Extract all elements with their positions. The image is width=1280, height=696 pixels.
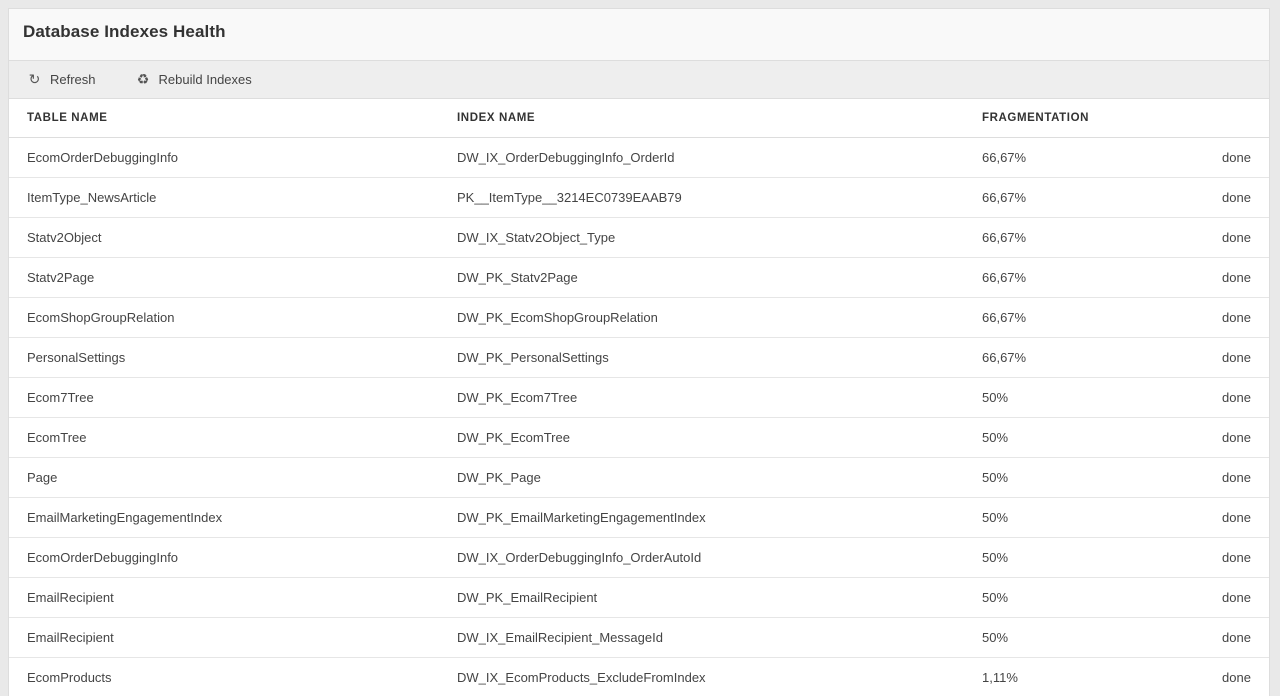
column-header-table-name[interactable]: TABLE NAME bbox=[9, 99, 457, 138]
cell-status: done bbox=[1222, 457, 1269, 497]
cell-status: done bbox=[1222, 497, 1269, 537]
cell-index-name: DW_IX_Statv2Object_Type bbox=[457, 217, 982, 257]
cell-table-name: EcomOrderDebuggingInfo bbox=[9, 537, 457, 577]
cell-index-name: DW_PK_EmailRecipient bbox=[457, 577, 982, 617]
cell-status: done bbox=[1222, 417, 1269, 457]
toolbar bbox=[9, 61, 1269, 99]
cell-table-name: Statv2Object bbox=[9, 217, 457, 257]
cell-index-name: DW_PK_Page bbox=[457, 457, 982, 497]
cell-fragmentation: 50% bbox=[982, 497, 1222, 537]
table-row[interactable] bbox=[9, 657, 1269, 696]
cell-table-name: EcomProducts bbox=[9, 657, 457, 696]
rebuild-indexes-button[interactable] bbox=[136, 69, 260, 90]
cell-fragmentation: 50% bbox=[982, 617, 1222, 657]
table-body bbox=[9, 137, 1269, 696]
cell-fragmentation: 66,67% bbox=[982, 217, 1222, 257]
indexes-table bbox=[9, 99, 1269, 696]
cell-table-name: Page bbox=[9, 457, 457, 497]
cell-status: done bbox=[1222, 137, 1269, 177]
cell-index-name: DW_PK_EmailMarketingEngagementIndex bbox=[457, 497, 982, 537]
table-row[interactable] bbox=[9, 537, 1269, 577]
cell-index-name: DW_IX_EmailRecipient_MessageId bbox=[457, 617, 982, 657]
cell-index-name: DW_IX_EcomProducts_ExcludeFromIndex bbox=[457, 657, 982, 696]
cell-status: done bbox=[1222, 537, 1269, 577]
cell-index-name: DW_PK_EcomShopGroupRelation bbox=[457, 297, 982, 337]
cell-status: done bbox=[1222, 577, 1269, 617]
table-scroll-area[interactable] bbox=[9, 99, 1269, 696]
table-row[interactable] bbox=[9, 417, 1269, 457]
table-row[interactable] bbox=[9, 577, 1269, 617]
cell-table-name: ItemType_NewsArticle bbox=[9, 177, 457, 217]
cell-status: done bbox=[1222, 257, 1269, 297]
table-header bbox=[9, 99, 1269, 138]
page-title: Database Indexes Health bbox=[23, 22, 226, 41]
refresh-icon: ↻ bbox=[28, 70, 41, 87]
table-row[interactable] bbox=[9, 617, 1269, 657]
cell-fragmentation: 50% bbox=[982, 417, 1222, 457]
cell-status: done bbox=[1222, 657, 1269, 696]
cell-index-name: DW_PK_PersonalSettings bbox=[457, 337, 982, 377]
table-row[interactable] bbox=[9, 137, 1269, 177]
rebuild-indexes-button-label: Rebuild Indexes bbox=[158, 71, 252, 87]
cell-status: done bbox=[1222, 377, 1269, 417]
cell-status: done bbox=[1222, 617, 1269, 657]
cell-index-name: DW_PK_Ecom7Tree bbox=[457, 377, 982, 417]
cell-fragmentation: 66,67% bbox=[982, 337, 1222, 377]
cell-status: done bbox=[1222, 297, 1269, 337]
cell-index-name: DW_PK_EcomTree bbox=[457, 417, 982, 457]
cell-table-name: EmailRecipient bbox=[9, 617, 457, 657]
column-header-fragmentation[interactable]: FRAGMENTATION bbox=[982, 99, 1222, 138]
table-header-row bbox=[9, 99, 1269, 138]
table-row[interactable] bbox=[9, 217, 1269, 257]
indexes-health-panel bbox=[8, 8, 1270, 696]
cell-index-name: PK__ItemType__3214EC0739EAAB79 bbox=[457, 177, 982, 217]
cell-table-name: EmailRecipient bbox=[9, 577, 457, 617]
cell-table-name: EmailMarketingEngagementIndex bbox=[9, 497, 457, 537]
cell-table-name: EcomOrderDebuggingInfo bbox=[9, 137, 457, 177]
column-header-index-name[interactable]: INDEX NAME bbox=[457, 99, 982, 138]
cell-fragmentation: 50% bbox=[982, 377, 1222, 417]
rebuild-icon: ♻ bbox=[136, 70, 150, 87]
cell-table-name: Statv2Page bbox=[9, 257, 457, 297]
cell-index-name: DW_PK_Statv2Page bbox=[457, 257, 982, 297]
cell-index-name: DW_IX_OrderDebuggingInfo_OrderAutoId bbox=[457, 537, 982, 577]
cell-table-name: Ecom7Tree bbox=[9, 377, 457, 417]
cell-table-name: EcomTree bbox=[9, 417, 457, 457]
cell-fragmentation: 66,67% bbox=[982, 297, 1222, 337]
table-row[interactable] bbox=[9, 497, 1269, 537]
cell-fragmentation: 66,67% bbox=[982, 137, 1222, 177]
cell-fragmentation: 1,11% bbox=[982, 657, 1222, 696]
cell-status: done bbox=[1222, 217, 1269, 257]
cell-fragmentation: 50% bbox=[982, 537, 1222, 577]
table-row[interactable] bbox=[9, 337, 1269, 377]
table-row[interactable] bbox=[9, 257, 1269, 297]
cell-table-name: PersonalSettings bbox=[9, 337, 457, 377]
cell-fragmentation: 50% bbox=[982, 577, 1222, 617]
cell-status: done bbox=[1222, 177, 1269, 217]
table-row[interactable] bbox=[9, 377, 1269, 417]
cell-fragmentation: 66,67% bbox=[982, 257, 1222, 297]
refresh-button-label: Refresh bbox=[50, 71, 96, 87]
cell-fragmentation: 66,67% bbox=[982, 177, 1222, 217]
table-row[interactable] bbox=[9, 297, 1269, 337]
refresh-button[interactable] bbox=[27, 69, 104, 90]
cell-table-name: EcomShopGroupRelation bbox=[9, 297, 457, 337]
cell-fragmentation: 50% bbox=[982, 457, 1222, 497]
cell-status: done bbox=[1222, 337, 1269, 377]
panel-header bbox=[9, 9, 1269, 61]
cell-index-name: DW_IX_OrderDebuggingInfo_OrderId bbox=[457, 137, 982, 177]
table-row[interactable] bbox=[9, 177, 1269, 217]
column-header-status bbox=[1222, 99, 1269, 138]
table-row[interactable] bbox=[9, 457, 1269, 497]
